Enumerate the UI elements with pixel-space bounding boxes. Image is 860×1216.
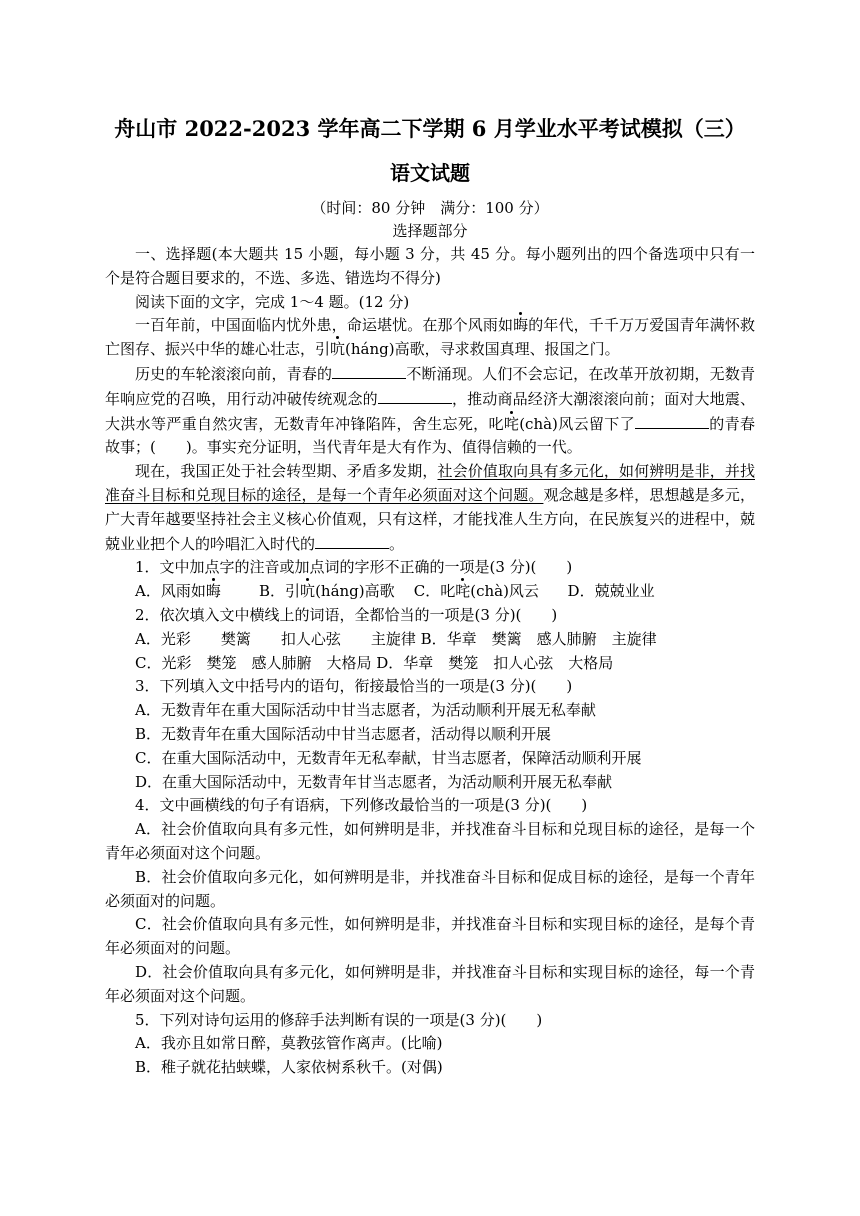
question-1: 1．文中加点字的注音或加点词的字形不正确的一项是(3 分)( ) bbox=[135, 558, 573, 577]
option-text: B．引 bbox=[259, 582, 301, 601]
passage-text: 不断涌现。人们不会忘记，在改革开放初期，无数青年响应党的召唤，用行动冲破传统观念的 bbox=[105, 364, 755, 408]
section-heading: 选择题部分 bbox=[392, 222, 468, 240]
reading-instruction: 阅读下面的文字，完成 1～4 题。(12 分) bbox=[135, 292, 410, 311]
question-4: 4．文中画横线的句子有语病，下列修改最恰当的一项是(3 分)( ) bbox=[135, 796, 588, 815]
option-text: (háng)高歌 bbox=[315, 582, 395, 601]
passage-paragraph-1 bbox=[105, 314, 755, 362]
option-b bbox=[259, 582, 395, 600]
question-1-options bbox=[105, 580, 755, 604]
option-d: D．兢兢业业 bbox=[567, 582, 655, 601]
option-text: (chà)风云 bbox=[470, 582, 539, 601]
passage-paragraph-2 bbox=[105, 362, 755, 460]
question-2-options-ab: A．光彩 樊篱 扣人心弦 主旋律 B．华章 樊篱 感人肺腑 主旋律 bbox=[135, 629, 657, 648]
option-a bbox=[135, 582, 221, 600]
passage-text: 历史的车轮滚滚向前，青春的 bbox=[135, 364, 333, 383]
question-2: 2．依次填入文中横线上的词语，全都恰当的一项是(3 分)( ) bbox=[135, 605, 558, 624]
question-3-option-c: C．在重大国际活动中，无数青年无私奉献，甘当志愿者，保障活动顺利开展 bbox=[135, 748, 642, 767]
fill-blank bbox=[635, 412, 709, 429]
passage-paragraph-3 bbox=[105, 460, 755, 556]
question-3: 3．下列填入文中括号内的语句，衔接最恰当的一项是(3 分)( ) bbox=[135, 677, 573, 696]
question-3-option-d: D．在重大国际活动中，无数青年甘当志愿者，为活动顺利开展无私奉献 bbox=[135, 772, 613, 791]
dotted-char: 晦 bbox=[205, 582, 221, 601]
passage-text: 的青春故事；( )。事实充分证明，当代青年是大有作为、值得信赖的一代。 bbox=[105, 414, 755, 457]
dotted-char: 吭 bbox=[300, 582, 316, 601]
dotted-char: 吭 bbox=[330, 340, 346, 359]
passage-text: (háng)高歌，寻求救国真理、报国之门。 bbox=[345, 340, 620, 359]
fill-blank bbox=[332, 362, 406, 379]
exam-title: 舟山市 2022-2023 学年高二下学期 6 月学业水平考试模拟（三） bbox=[114, 116, 746, 141]
question-4-option-c: C．社会价值取向具有多元性，如何辨明是非，并找准奋斗目标和实现目标的途径，是每个青年必须面对的问题。 bbox=[105, 915, 755, 958]
passage-text: 观念越是多样，思想越是多元，广大青年越要坚持社会主义核心价值观，只有这样，才能找准人生方向，在民族复兴的进程中，兢兢业业把个人的吟唱汇入时代的 bbox=[105, 485, 755, 553]
part-one-instructions: 一、选择题(本大题共 15 小题，每小题 3 分，共 45 分。每小题列出的四个备选项中只有一个是符合题目要求的，不选、多选、错选均不得分) bbox=[105, 245, 755, 287]
option-text: C．叱 bbox=[413, 582, 456, 601]
underlined-sentence: 社会价值取向具有多元化，如何辨明是非，并找准奋斗目标和兑现目标的途径，是每一个青年必须面对这个问题。 bbox=[105, 462, 755, 504]
question-3-option-a: A．无数青年在重大国际活动中甘当志愿者，为活动顺利开展无私奉献 bbox=[135, 701, 596, 720]
dotted-char: 晦 bbox=[513, 316, 529, 335]
passage-text: 一百年前，中国面临内忧外患，命运堪忧。在那个风雨如 bbox=[135, 316, 514, 335]
passage-text: 现在，我国正处于社会转型期、矛盾多发期， bbox=[135, 462, 438, 481]
passage-text: 。 bbox=[389, 534, 405, 553]
question-4-option-a: A．社会价值取向具有多元性，如何辨明是非，并找准奋斗目标和兑现目标的途径，是每一个青年必须面对这个问题。 bbox=[105, 820, 755, 862]
option-text: A．风雨如 bbox=[135, 582, 206, 601]
option-c bbox=[414, 582, 539, 600]
question-3-option-b: B．无数青年在重大国际活动中甘当志愿者，活动得以顺利开展 bbox=[135, 724, 552, 743]
fill-blank bbox=[315, 532, 389, 549]
fill-blank bbox=[378, 387, 452, 404]
question-2-options-cd: C．光彩 樊笼 感人肺腑 大格局 D．华章 樊笼 扣人心弦 大格局 bbox=[135, 653, 614, 672]
question-5-option-b: B．稚子就花拈蛱蝶，人家依树系秋千。(对偶) bbox=[135, 1058, 443, 1077]
question-5: 5．下列对诗句运用的修辞手法判断有误的一项是(3 分)( ) bbox=[135, 1010, 543, 1029]
exam-info: （时间：80 分钟 满分：100 分） bbox=[311, 199, 549, 217]
question-5-option-a: A．我亦且如常日醉，莫教弦管作离声。(比喻) bbox=[135, 1034, 443, 1053]
passage-text: 的年代，千千万万爱国青年满怀救亡图存、振兴中华的雄心壮志，引 bbox=[105, 316, 755, 359]
exam-subtitle: 语文试题 bbox=[390, 161, 470, 185]
question-4-option-d: D．社会价值取向具有多元化，如何辨明是非，并找准奋斗目标和实现目标的途径，每一个青年必须面对这个问题。 bbox=[105, 962, 755, 1005]
dotted-char: 咤 bbox=[455, 582, 471, 601]
passage-text: (chà)风云留下了 bbox=[519, 414, 635, 433]
passage-text: ，推动商品经济大潮滚滚向前；面对大地震、大洪水等严重自然灾害，无数青年冲锋陷阵，舍生忘死，叱 bbox=[105, 389, 755, 433]
question-4-option-b: B．社会价值取向多元化，如何辨明是非，并找准奋斗目标和促成目标的途径，是每一个青年必须面对的问题。 bbox=[105, 867, 755, 910]
dotted-char: 咤 bbox=[503, 414, 520, 433]
exam-body bbox=[105, 243, 755, 1080]
